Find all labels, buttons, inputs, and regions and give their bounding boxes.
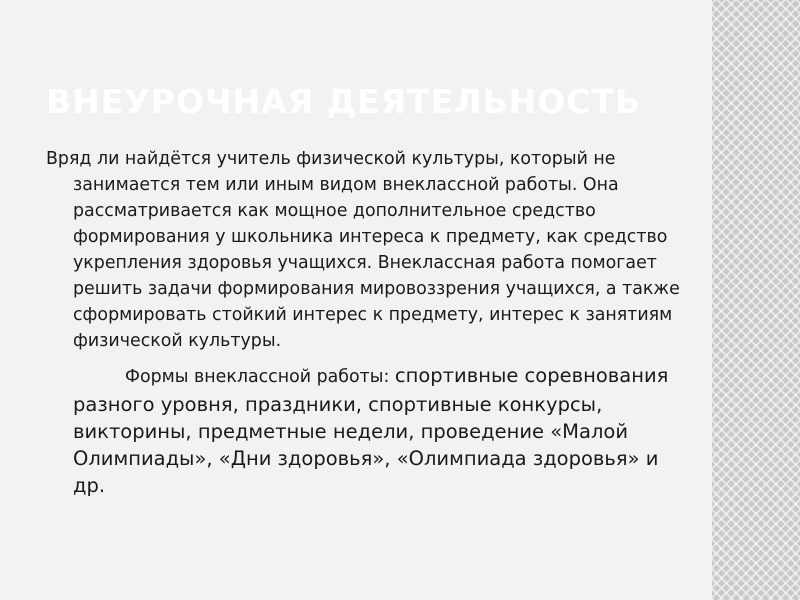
forms-lead-text: Формы внеклассной работы: [125, 367, 395, 387]
slide-body [46, 146, 686, 499]
decorative-side-strip [712, 0, 800, 600]
paragraph-extracurricular-intro: Вряд ли найдётся учитель физической культуры, который не занимается тем или иным видом внеклассной работы. Она рассматривается как мощное дополнительное средство формирования у школьника интереса к предмету, как средство укрепления здоровья учащихся. Внеклассная работа помогает решить задачи формирования мировоззрения учащихся, а также сформировать стойкий интерес к предмету, интерес к занятиям физической культуры. [46, 149, 680, 351]
slide-title: ВНЕУРОЧНАЯ ДЕЯТЕЛЬНОСТЬ [46, 82, 642, 121]
forms-list-text: спортивные соревнования разного уровня, праздники, спортивные конкурсы, викторины, предметные недели, проведение «Малой Олимпиады», «Дни здоровья», «Олимпиада здоровья» и др. [73, 364, 669, 497]
paragraph-forms-of-work [46, 362, 686, 499]
